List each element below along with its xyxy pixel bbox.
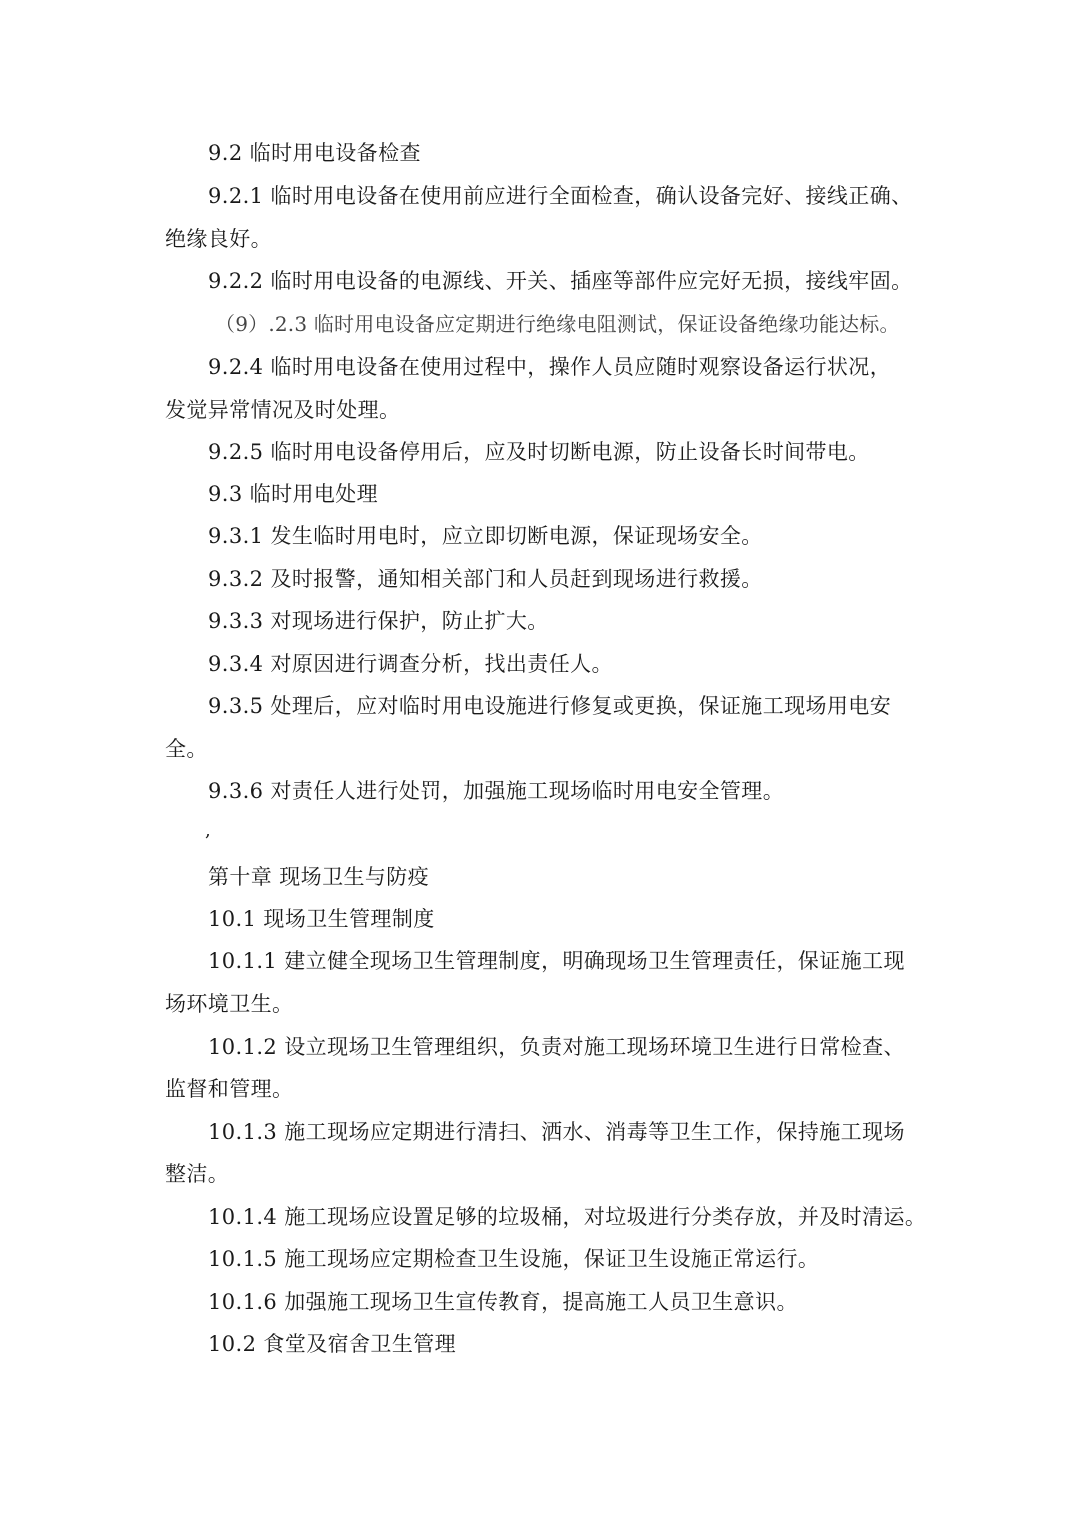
stray-mark: , — [205, 820, 211, 841]
paragraph-10-1-4: 10.1.4 施工现场应设置足够的垃圾桶，对垃圾进行分类存放，并及时清运。 — [208, 1205, 927, 1229]
section-heading-10-1: 10.1 现场卫生管理制度 — [208, 907, 435, 931]
paragraph-9-3-3: 9.3.3 对现场进行保护，防止扩大。 — [208, 609, 549, 633]
paragraph-9-2-1: 9.2.1 临时用电设备在使用前应进行全面检查，确认设备完好、接线正确、 — [208, 184, 913, 208]
paragraph-9-3-4: 9.3.4 对原因进行调查分析，找出责任人。 — [208, 652, 613, 676]
paragraph-9-2-2: 9.2.2 临时用电设备的电源线、开关、插座等部件应完好无损，接线牢固。 — [208, 269, 913, 293]
paragraph-10-1-5: 10.1.5 施工现场应定期检查卫生设施，保证卫生设施正常运行。 — [208, 1247, 820, 1271]
paragraph-10-1-1-cont: 场环境卫生。 — [165, 992, 294, 1016]
paragraph-10-1-6: 10.1.6 加强施工现场卫生宣传教育，提高施工人员卫生意识。 — [208, 1290, 798, 1314]
paragraph-9-3-6: 9.3.6 对责任人进行处罚，加强施工现场临时用电安全管理。 — [208, 779, 785, 803]
chapter-heading-10: 第十章 现场卫生与防疫 — [208, 865, 430, 889]
paragraph-10-1-1: 10.1.1 建立健全现场卫生管理制度，明确现场卫生管理责任，保证施工现 — [208, 949, 905, 973]
paragraph-9-3-5-cont: 全。 — [165, 737, 208, 761]
paragraph-9-2-1-cont: 绝缘良好。 — [165, 227, 272, 251]
paragraph-9-2-4: 9.2.4 临时用电设备在使用过程中，操作人员应随时观察设备运行状况， — [208, 355, 892, 379]
paragraph-9-2-5: 9.2.5 临时用电设备停用后，应及时切断电源，防止设备长时间带电。 — [208, 440, 870, 464]
paragraph-10-1-2: 10.1.2 设立现场卫生管理组织，负责对施工现场环境卫生进行日常检查、 — [208, 1035, 905, 1059]
paragraph-9-3-1: 9.3.1 发生临时用电时，应立即切断电源，保证现场安全。 — [208, 524, 763, 548]
paragraph-9-2-3: （9）.2.3 临时用电设备应定期进行绝缘电阻测试，保证设备绝缘功能达标。 — [215, 312, 900, 336]
paragraph-9-3-2: 9.3.2 及时报警，通知相关部门和人员赶到现场进行救援。 — [208, 567, 763, 591]
section-heading-9-2: 9.2 临时用电设备检查 — [208, 141, 421, 165]
paragraph-10-1-3-cont: 整洁。 — [165, 1162, 230, 1186]
section-heading-9-3: 9.3 临时用电处理 — [208, 482, 379, 506]
paragraph-10-1-3: 10.1.3 施工现场应定期进行清扫、洒水、消毒等卫生工作，保持施工现场 — [208, 1120, 905, 1144]
paragraph-9-2-4-cont: 发觉异常情况及时处理。 — [165, 398, 401, 422]
paragraph-9-3-5: 9.3.5 处理后，应对临时用电设施进行修复或更换，保证施工现场用电安 — [208, 694, 892, 718]
section-heading-10-2: 10.2 食堂及宿舍卫生管理 — [208, 1332, 457, 1356]
paragraph-10-1-2-cont: 监督和管理。 — [165, 1077, 294, 1101]
